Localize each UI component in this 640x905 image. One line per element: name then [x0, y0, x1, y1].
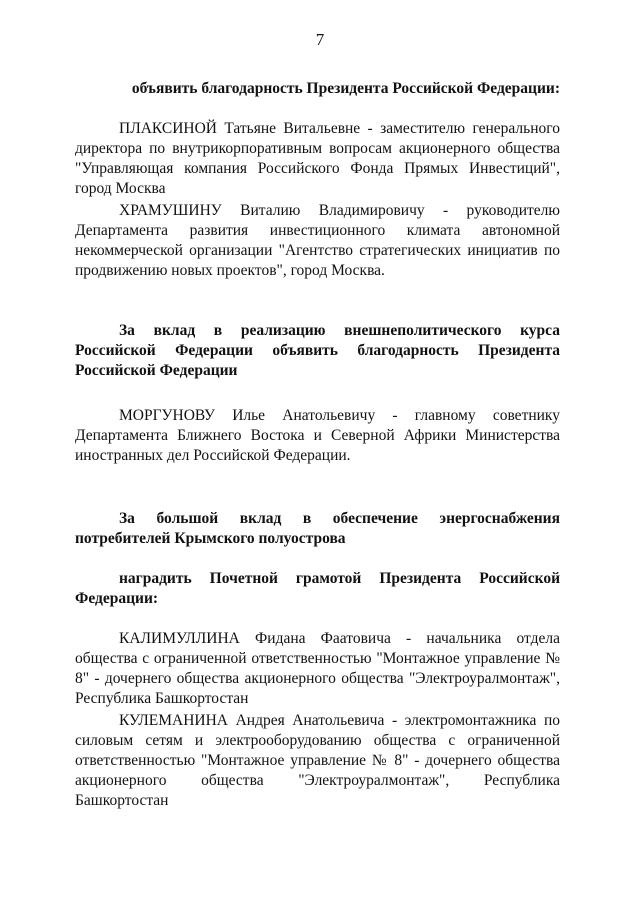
section3-subheading: наградить Почетной грамотой Президента Российской Федерации:: [75, 570, 560, 607]
award-entry-morgunov: МОРГУНОВУ Илье Анатольевичу - главному советнику Департамента Ближнего Востока и Северной Африки Министерства иностранных дел Российской Федерации.: [75, 407, 560, 464]
award-entry-plaksina: ПЛАКСИНОЙ Татьяне Витальевне - заместителю генерального директора по внутрикорпоративным вопросам акционерного общества "Управляющая компания Российского Фонда Прямых Инвестиций", город Москва: [75, 120, 560, 197]
award-entry-kalimullin: КАЛИМУЛЛИНА Фидана Фаатовича - начальника отдела общества с ограниченной ответственностью "Монтажное управление № 8" - дочернего общества акционерного общества "Электроуралмонтаж", Республика Башкортостан: [75, 630, 560, 707]
section3-heading: За большой вклад в обеспечение энергоснабжения потребителей Крымского полуострова: [75, 510, 560, 547]
section1-heading: объявить благодарность Президента Российской Федерации:: [131, 80, 560, 97]
page-number: 7: [315, 30, 325, 49]
section2-heading: За вклад в реализацию внешнеполитического курса Российской Федерации объявить благодарность Президента Российской Федерации: [75, 322, 560, 379]
award-entry-khramushin: ХРАМУШИНУ Виталию Владимировичу - руководителю Департамента развития инвестиционного климата автономной некоммерческой организации "Агентство стратегических инициатив по продвижению новых проектов", город Москва.: [75, 202, 560, 279]
award-entry-kulemanin: КУЛЕМАНИНА Андрея Анатольевича - электромонтажника по силовым сетям и электрооборудованию общества с ограниченной ответственностью "Монтажное управление № 8" - дочернего общества акционерного общества "Электроуралмонтаж", Республика Башкортостан: [75, 712, 560, 809]
